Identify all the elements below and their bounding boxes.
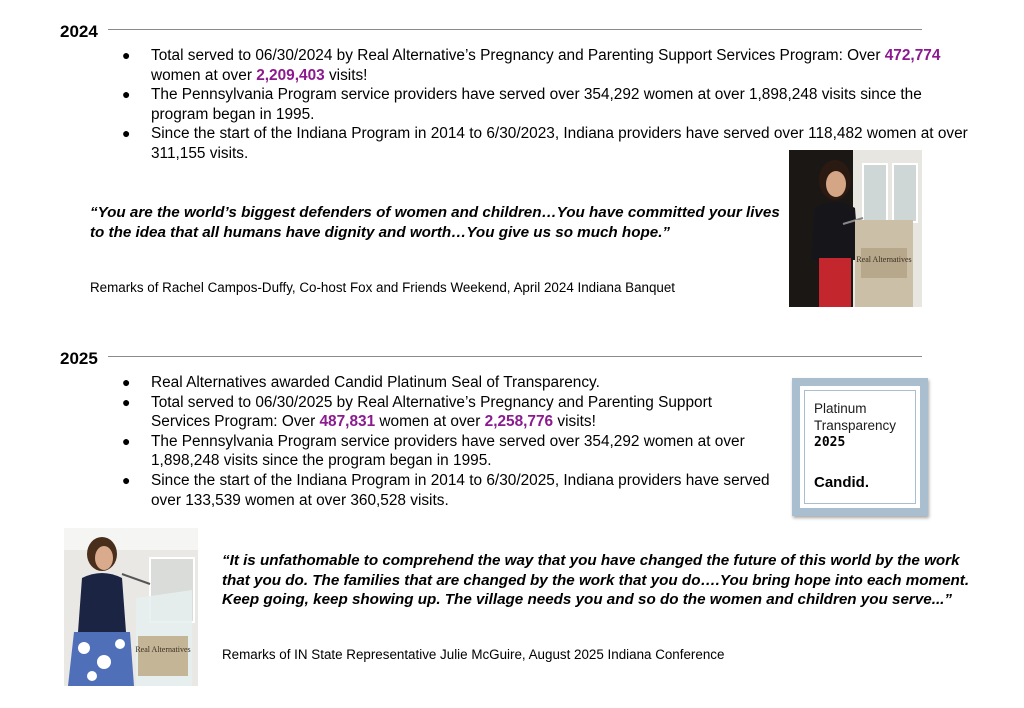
bullet-icon: ● bbox=[122, 374, 131, 390]
podium-sign-text-2024: Real Alternatives bbox=[856, 255, 912, 264]
seal-year: 2025 bbox=[814, 435, 846, 450]
list-item: ● Total served to 06/30/2025 by Real Alternative’s Pregnancy and Parenting Support Services Program: Over 487,831 women at over 2,258,776 visits! bbox=[122, 393, 712, 431]
section-rule-2024 bbox=[108, 29, 922, 30]
bullet-icon: ● bbox=[122, 86, 131, 103]
speaker-photo-2024 bbox=[789, 150, 922, 307]
bullet-icon: ● bbox=[122, 47, 131, 63]
bullet-list-2024 bbox=[122, 46, 981, 164]
women-count-highlight: 487,831 bbox=[319, 413, 376, 431]
bullet-icon: ● bbox=[122, 432, 131, 449]
list-item: ● The Pennsylvania Program service providers have served over 354,292 women at over 1,898,248 visits since the program began in 1995. bbox=[122, 86, 922, 123]
seal-line-transparency: Transparency bbox=[814, 418, 897, 433]
bullet-list-2025 bbox=[122, 373, 773, 510]
bullet-icon: ● bbox=[122, 125, 131, 142]
visits-count-highlight: 2,209,403 bbox=[256, 66, 325, 84]
list-item: ● Total served to 06/30/2024 by Real Alternative’s Pregnancy and Parenting Support Services Program: Over 472,774 women at over 2,209,403 visits! bbox=[122, 47, 941, 84]
list-item: ● Real Alternatives awarded Candid Platinum Seal of Transparency. bbox=[122, 374, 600, 391]
speaker-photo-2025 bbox=[64, 528, 198, 686]
list-item: ● The Pennsylvania Program service providers have served over 354,292 women at over 1,898,248 visits since the program began in 1995. bbox=[122, 432, 745, 470]
list-item: ● Since the start of the Indiana Program in 2014 to 6/30/2023, Indiana providers have served over 118,482 women at over 311,155 visits. bbox=[122, 125, 968, 162]
visits-count-highlight: 2,258,776 bbox=[484, 413, 554, 431]
quote-2024: “You are the world’s biggest defenders of women and children…You have committed your lives to the idea that all humans have dignity and worth…You give us so much hope.” bbox=[90, 204, 780, 241]
quote-attribution-2024: Remarks of Rachel Campos-Duffy, Co-host Fox and Friends Weekend, April 2024 Indiana Banquet bbox=[90, 280, 676, 295]
bullet-icon: ● bbox=[122, 393, 131, 410]
candid-platinum-seal bbox=[792, 378, 928, 516]
quote-attribution-2025: Remarks of IN State Representative Julie McGuire, August 2025 Indiana Conference bbox=[222, 647, 725, 662]
year-heading-2025: 2025 bbox=[60, 349, 98, 368]
seal-line-platinum: Platinum bbox=[814, 401, 867, 416]
bullet-icon: ● bbox=[122, 471, 131, 488]
women-count-highlight: 472,774 bbox=[884, 47, 941, 64]
year-heading-2024: 2024 bbox=[60, 22, 98, 41]
section-rule-2025 bbox=[108, 356, 922, 357]
quote-2025: “It is unfathomable to comprehend the way that you have changed the future of this world by the work that you do. The families that are changed by the work that you do….You bring hope into each moment. Keep going, keep showing up. The village needs you and so do the women and children you serve...” bbox=[222, 552, 970, 608]
speaker-photo-2025-image bbox=[64, 528, 198, 686]
podium-sign-text-2025: Real Alternatives bbox=[135, 645, 191, 654]
seal-brand: Candid. bbox=[814, 474, 869, 491]
speaker-photo-2024-image bbox=[789, 150, 922, 307]
list-item: ● Since the start of the Indiana Program in 2014 to 6/30/2025, Indiana providers have served over 133,539 women at over 360,528 visits. bbox=[122, 471, 770, 509]
